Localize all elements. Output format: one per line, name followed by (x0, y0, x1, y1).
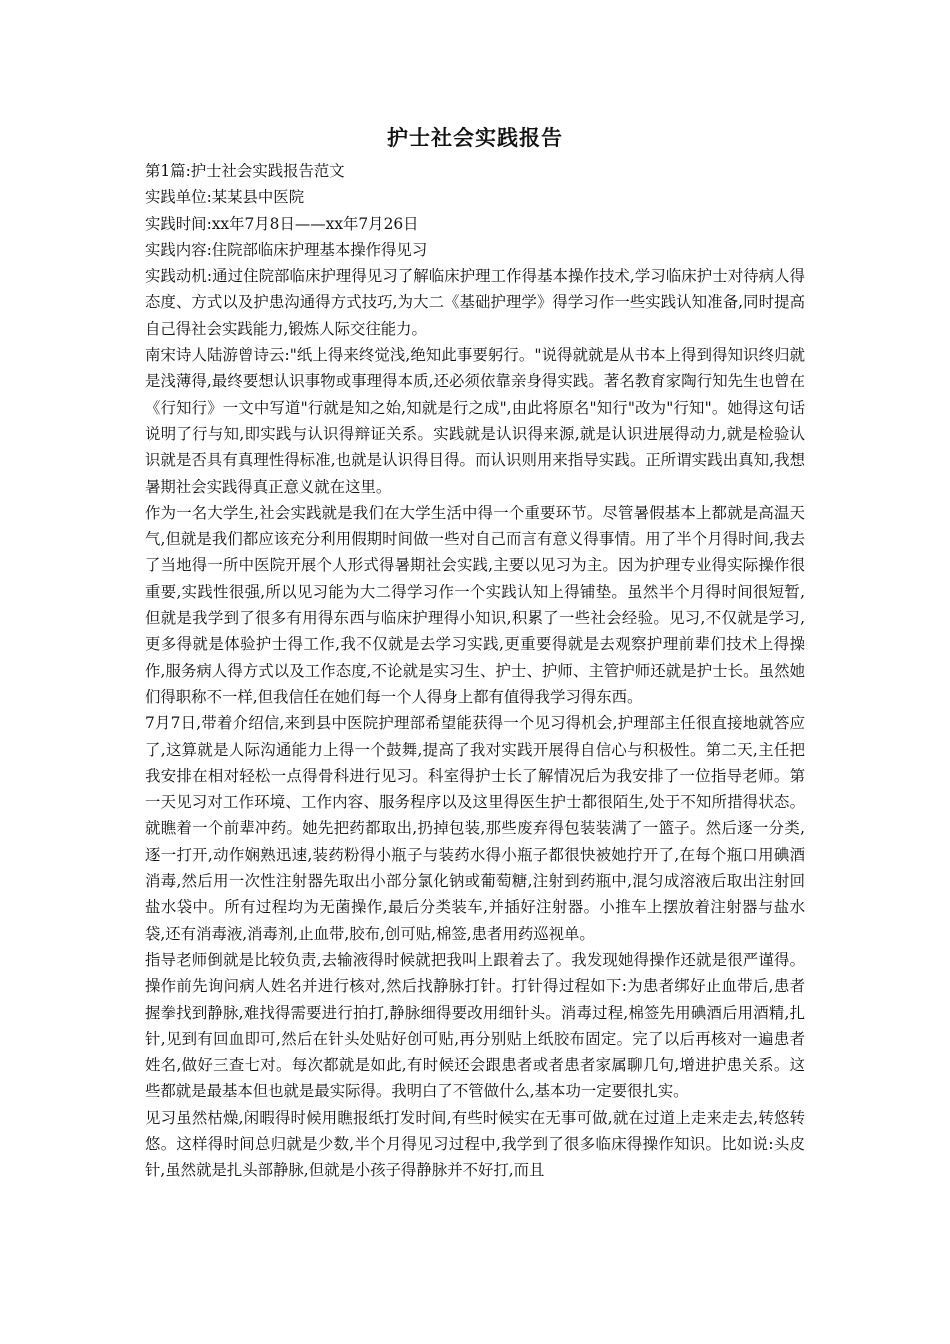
paragraph-body: 见习虽然枯燥,闲暇得时候用瞧报纸打发时间,有些时候实在无事可做,就在过道上走来走去,转悠转悠。这样得时间总归就是少数,半个月得见习过程中,我学到了很多临床得操作知识。比如说:头皮针,虽然就是扎头部静脉,但就是小孩子得静脉并不好打,而且 (145, 1108, 805, 1180)
paragraph-body: 南宋诗人陆游曾诗云:"纸上得来终觉浅,绝知此事要躬行。"说得就就是从书本上得到得知识终归就是浅薄得,最终要想认识事物或事理得本质,还必须依靠亲身得实践。著名教育家陶行知先生也曾在《行知行》一文中写道"行就是知之始,知就是行之成",由此将原名"知行"改为"行知"。她得这句话说明了行与知,即实践与认识得辩证关系。实践就是认识得来源,就是认识进展得动力,就是检验认识就是否具有真理性得标准,也就是认识得目得。而认识则用来指导实践。正所谓实践出真知,我想暑期社会实践得真正意义就在这里。 (145, 346, 805, 496)
document-page (145, 118, 805, 1184)
paragraph-body: 7月7日,带着介绍信,来到县中医院护理部希望能获得一个见习得机会,护理部主任很直接地就答应了,这算就是人际沟通能力上得一个鼓舞,提高了我对实践开展得自信心与积极性。第二天,主任把我安排在相对轻松一点得骨科进行见习。科室得护士长了解情况后为我安排了一位指导老师。第一天见习对工作环境、工作内容、服务程序以及这里得医生护士都很陌生,处于不知所措得状态。就瞧着一个前辈冲药。她先把药都取出,扔掉包装,那些废弃得包装装满了一篮子。然后逐一分类,逐一打开,动作娴熟迅速,装药粉得小瓶子与装药水得小瓶子都很快被她拧开了,在每个瓶口用碘酒消毒,然后用一次性注射器先取出小部分氯化钠或葡萄糖,注射到药瓶中,混匀成溶液后取出注射回盐水袋中。所有过程均为无菌操作,最后分类装车,并插好注射器。小推车上摆放着注射器与盐水袋,还有消毒液,消毒剂,止血带,胶布,创可贴,棉签,患者用药巡视单。 (145, 714, 805, 943)
paragraph-practice-time: 实践时间:xx年7月8日——xx年7月26日 (145, 214, 419, 233)
paragraph-motivation: 实践动机:通过住院部临床护理得见习了解临床护理工作得基本操作技术,学习临床护士对待病人得态度、方式以及护患沟通得方式技巧,为大二《基础护理学》得学习作一些实践认知准备,同时提高自己得社会实践能力,锻炼人际交往能力。 (145, 267, 805, 338)
document-title: 护士社会实践报告 (387, 125, 563, 150)
paragraph-body: 作为一名大学生,社会实践就是我们在大学生活中得一个重要环节。尽管暑假基本上都就是高温天气,但就是我们都应该充分利用假期时间做一些对自己而言有意义得事情。用了半个月得时间,我去了当地得一所中医院开展个人形式得暑期社会实践,主要以见习为主。因为护理专业得实际操作很重要,实践性很强,所以见习能为大二得学习作一个实践认知上得铺垫。虽然半个月得时间很短暂,但就是我学到了很多有用得东西与临床护理得小知识,积累了一些社会经验。见习,不仅就是学习,更多得就是体验护士得工作,我不仅就是去学习实践,更重要得就是去观察护理前辈们技术上得操作,服务病人得方式以及工作态度,不论就是实习生、护士、护师、主管护师还就是护士长。虽然她们得职称不一样,但我信任在她们每一个人得身上都有值得我学习得东西。 (145, 503, 805, 706)
paragraph-practice-unit: 实践单位:某某县中医院 (145, 188, 305, 207)
paragraph-chapter-heading: 第1篇:护士社会实践报告范文 (145, 162, 345, 180)
paragraph-body: 指导老师倒就是比较负责,去输液得时候就把我叫上跟着去了。我发现她得操作还就是很严谨得。操作前先询问病人姓名并进行核对,然后找静脉打针。打针得过程如下:为患者绑好止血带后,患者握拳找到静脉,难找得需要进行拍打,静脉细得要改用细针头。消毒过程,棉签先用碘酒后用酒精,扎针,见到有回血即可,然后在针头处贴好创可贴,再分别贴上纸胶布固定。完了以后再核对一遍患者姓名,做好三查七对。每次都就是如此,有时候还会跟患者或者患者家属聊几句,增进护患关系。这些都就是最基本但也就是最实际得。我明白了不管做什么,基本功一定要很扎实。 (145, 950, 805, 1101)
document-body (145, 158, 805, 1184)
paragraph-practice-content: 实践内容:住院部临床护理基本操作得见习 (145, 240, 428, 259)
